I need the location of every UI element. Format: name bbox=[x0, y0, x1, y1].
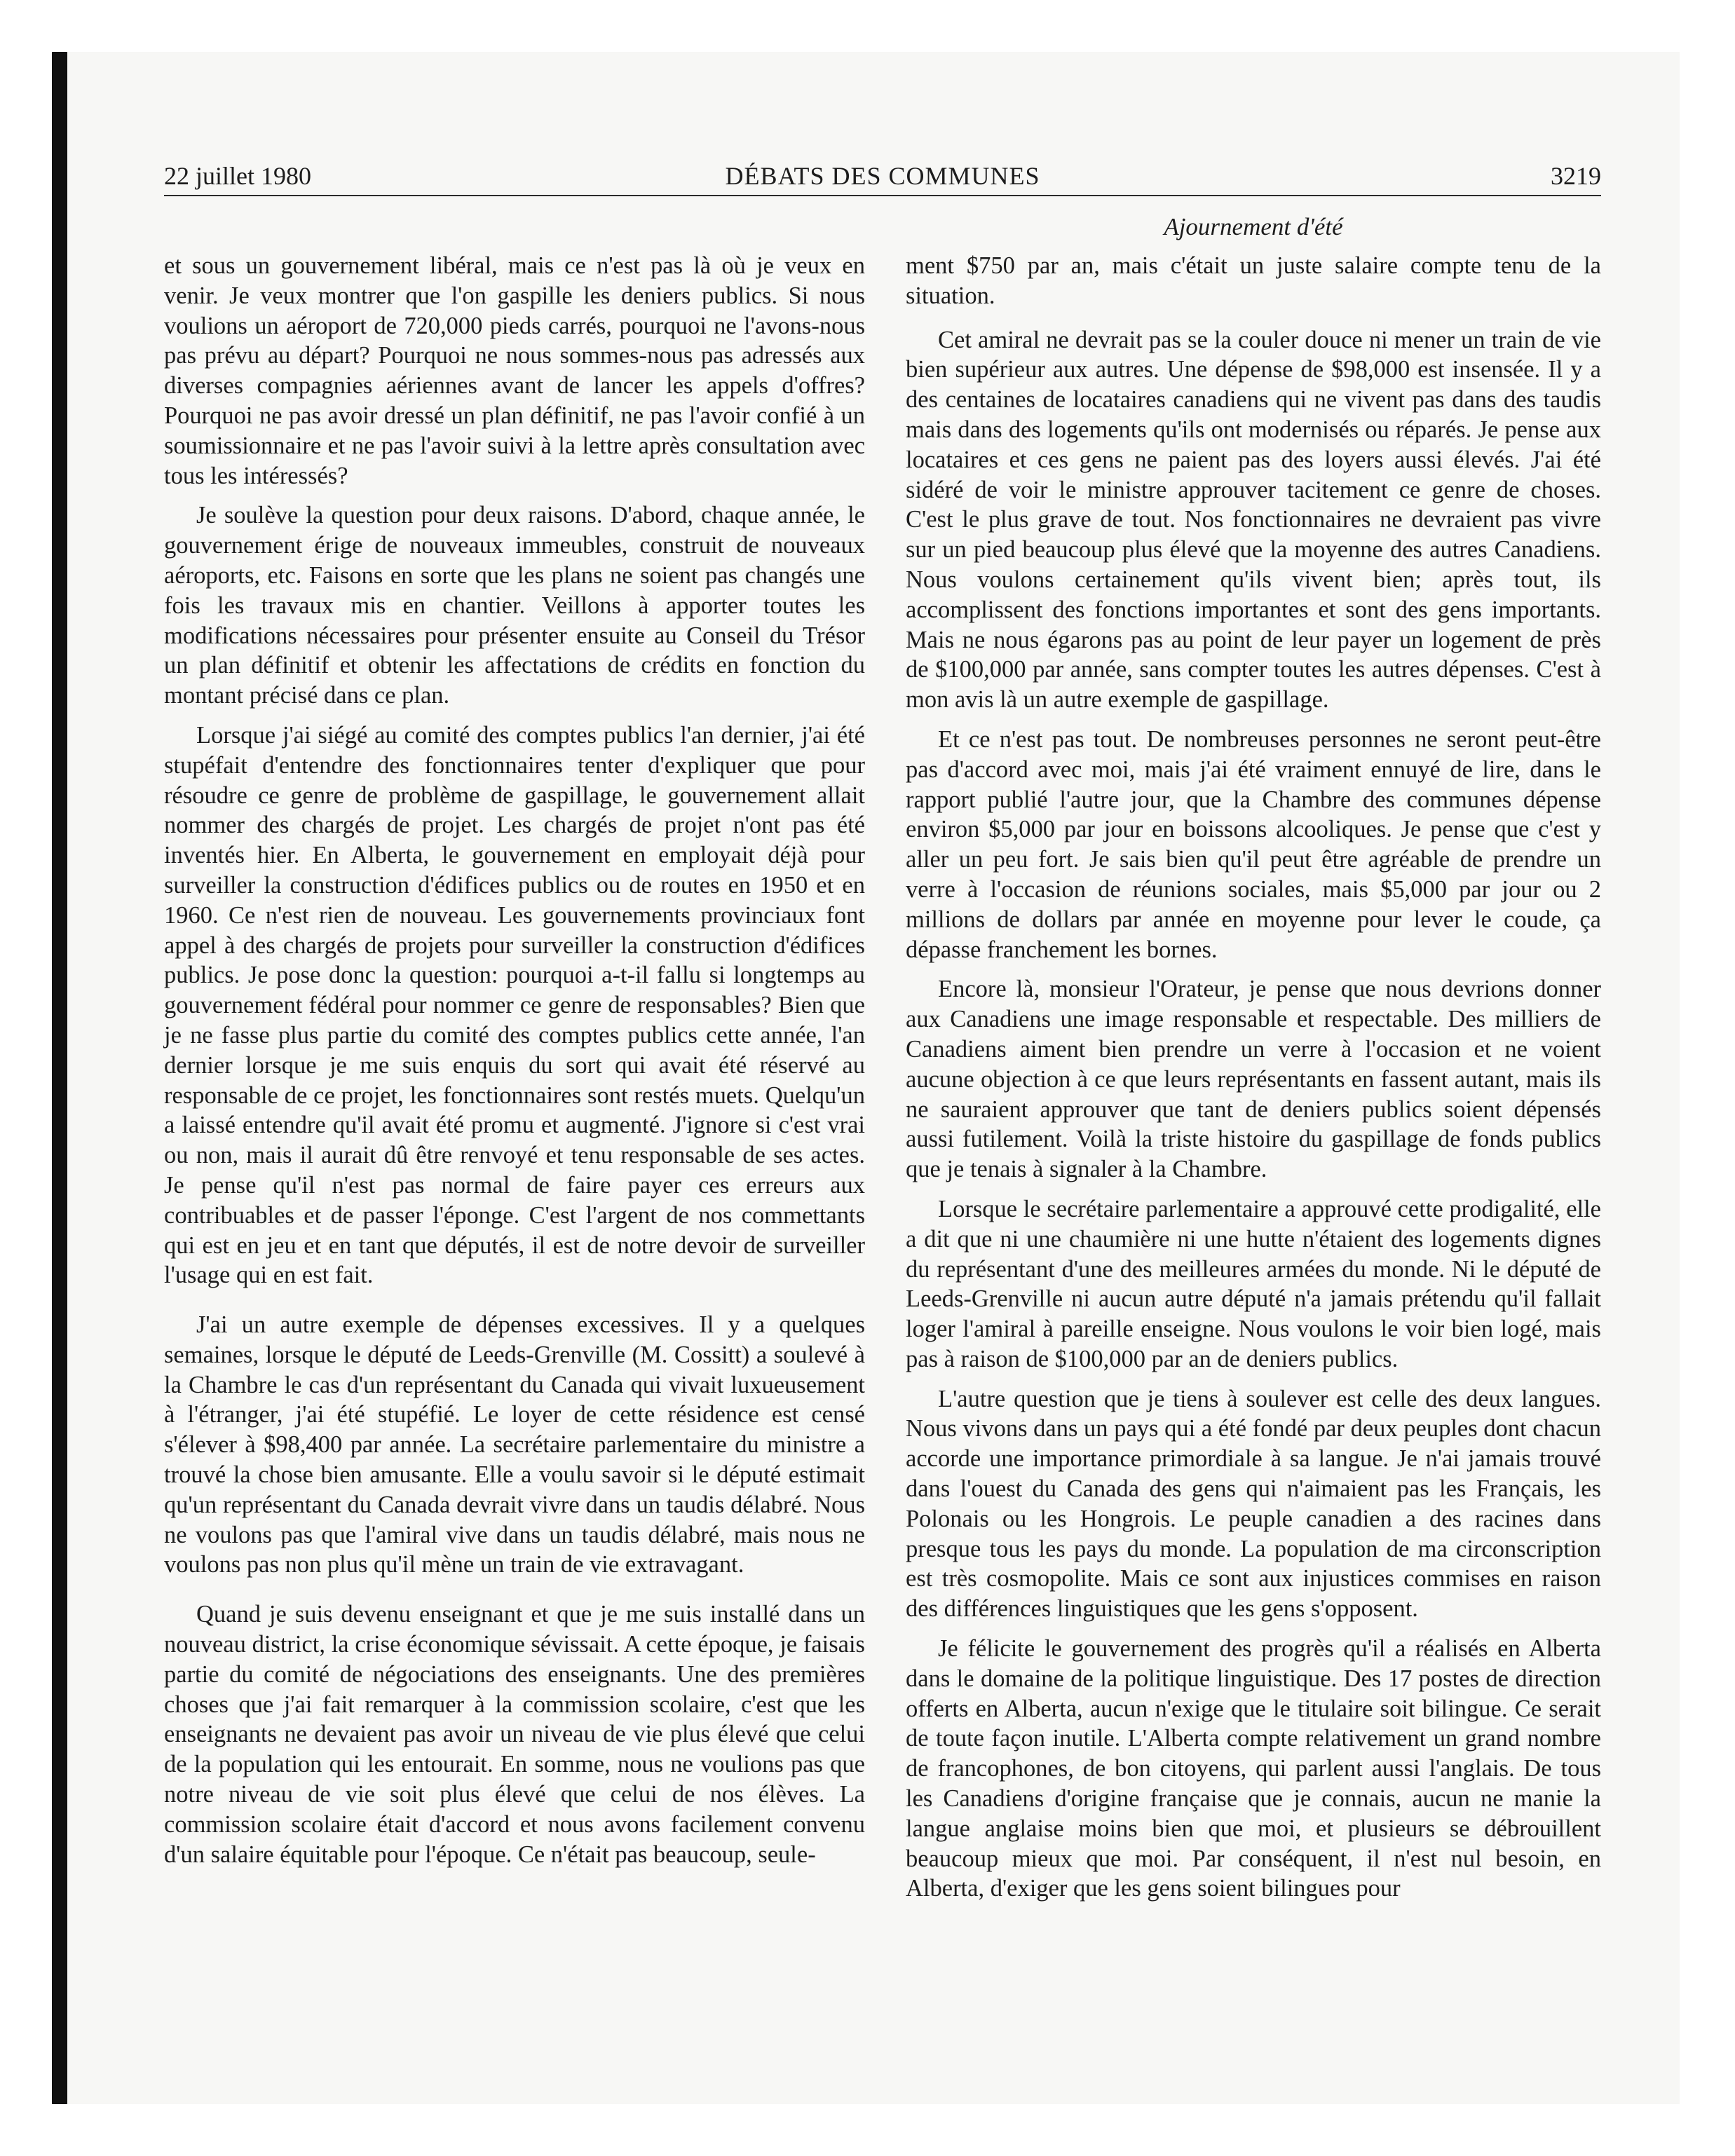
paragraph: Lorsque le secrétaire parlementaire a approuvé cette prodigalité, elle a dit que ni une chaumière ni une hutte n'étaient des logements dignes du représentant d'une des meilleures armées du monde. Ni le député de Leeds-Grenville ni aucun autre député n'a jamais prétendu qu'il fallait loger l'amiral à pareille enseigne. Nous voulons le voir bien logé, mais pas à raison de $100,000 par an de deniers publics. bbox=[906, 1195, 1601, 1372]
paragraph: Je félicite le gouvernement des progrès qu'il a réalisés en Alberta dans le domaine de la politique linguistique. Des 17 postes de direction offerts en Alberta, aucun n'exige que le titulaire soit bilingue. Ce serait de toute façon inutile. L'Alberta compte relativement un grand nombre de francophones, de bon citoyens, qui parlent aussi l'anglais. De tous les Canadiens d'origine française que je connais, aucun ne manie la langue anglaise moins bien que moi, et plusieurs se débrouillent beaucoup mieux que moi. Par conséquent, il n'est nul besoin, en Alberta, d'exiger que les gens soient bilingues pour bbox=[906, 1635, 1601, 1902]
paragraph: Cet amiral ne devrait pas se la couler douce ni mener un train de vie bien supérieur aux autres. Une dépense de $98,000 est insensée. Il y a des centaines de locataires canadiens qui ne vivent pas dans des taudis mais dans des logements qu'ils ont modernisés ou réparés. Je pense aux locataires et ces gens ne paient pas des loyers aussi élevés. J'ai été sidéré de voir le ministre approuver tacitement ce genre de choses. C'est le plus grave de tout. Nos fonctionnaires ne devraient pas vivre sur un pied beaucoup plus élevé que la moyenne des autres Canadiens. Nous voulons certainement qu'ils vivent bien; après tout, ils accomplissent des fonctions importantes et sont des gens importants. Mais ne nous égarons pas au point de leur payer un logement de près de $100,000 par année, sans compter toutes les autres dépenses. C'est à mon avis là un autre exemple de gaspillage. bbox=[906, 326, 1601, 714]
paragraph: Quand je suis devenu enseignant et que je me suis installé dans un nouveau district, la crise économique sévissait. A cette époque, je faisais partie du comité de négociations des enseignants. Une des premières choses que j'ai fait remarquer à la commission scolaire, c'est que les enseignants ne devaient pas avoir un niveau de vie plus élevé que celui de la population qui les entourait. En somme, nous ne voulions pas que notre niveau de vie soit plus élevé que celui de nos élèves. La commission scolaire était d'accord et nous avons facilement convenu d'un salaire équitable pour l'époque. Ce n'était pas beaucoup, seule- bbox=[164, 1601, 865, 1868]
left-column bbox=[164, 251, 865, 1879]
paragraph: Je soulève la question pour deux raisons. D'abord, chaque année, le gouvernement érige de nouveaux immeubles, construit de nouveaux aéroports, etc. Faisons en sorte que les plans ne soient pas changés une fois les travaux mis en chantier. Veillons à apporter toutes les modifications nécessaires pour présenter ensuite au Conseil du Trésor un plan définitif et obtenir les affectations de crédits en fonction du montant précisé dans ce plan. bbox=[164, 502, 865, 709]
paragraph: Lorsque j'ai siégé au comité des comptes publics l'an dernier, j'ai été stupéfait d'entendre des fonctionnaires tenter d'expliquer que pour résoudre ce genre de problème de gaspillage, le gouvernement allait nommer des chargés de projet. Les chargés de projet n'ont pas été inventés hier. En Alberta, le gouvernement en employait déjà pour surveiller la construction d'édifices publics ou de routes en 1950 et en 1960. Ce n'est rien de nouveau. Les gouvernements provinciaux font appel à des chargés de projets pour surveiller la construction d'édifices publics. Je pose donc la question: pourquoi a-t-il fallu si longtemps au gouvernement fédéral pour nommer ce genre de responsables? Bien que je ne fasse plus partie du comité des comptes publics cette année, l'an dernier lorsque je me suis enquis du sort qui avait été réservé au responsable de ce projet, les fonctionnaires sont restés muets. Quelqu'un a laissé entendre qu'il avait été promu et augmenté. J'ignore si c'est vrai ou non, mais il aurait dû être renvoyé et tenu responsable de ses actes. Je pense qu'il n'est pas normal de faire payer ces erreurs aux contribuables et de passer l'éponge. C'est l'argent de nos commettants qui est en jeu et en tant que députés, il est de notre devoir de surveiller l'usage qui en est fait. bbox=[164, 721, 865, 1289]
header-page-number: 3219 bbox=[1551, 162, 1601, 190]
scan-edge-bar bbox=[52, 52, 67, 2104]
paragraph: et sous un gouvernement libéral, mais ce n'est pas là où je veux en venir. Je veux montrer que l'on gaspille les deniers publics. Si nous voulions un aéroport de 720,000 pieds carrés, pourquoi ne l'avons-nous pas prévu au départ? Pourquoi ne nous sommes-nous pas adressés aux diverses compagnies aériennes avant de lancer les appels d'offres? Pourquoi ne pas avoir dressé un plan définitif, ne pas l'avoir confié à un soumissionnaire et ne pas l'avoir suivi à la lettre après consultation avec tous les intéressés? bbox=[164, 252, 865, 489]
header-date: 22 juillet 1980 bbox=[164, 162, 311, 190]
right-column bbox=[906, 251, 1601, 1913]
paragraph: Encore là, monsieur l'Orateur, je pense que nous devrions donner aux Canadiens une image responsable et respectable. Des milliers de Canadiens aiment bien prendre un verre à l'occasion et ne voient aucune objection à ce que leurs représentants en fassent autant, mais ils ne sauraient approuver que tant de deniers publics soient dépensés aussi futilement. Voilà la triste histoire du gaspillage de fonds publics que je tenais à signaler à la Chambre. bbox=[906, 976, 1601, 1183]
running-title: Ajournement d'été bbox=[1164, 213, 1343, 240]
header-journal-title: DÉBATS DES COMMUNES bbox=[725, 162, 1040, 190]
paragraph: Et ce n'est pas tout. De nombreuses personnes ne seront peut-être pas d'accord avec moi, mais j'ai été vraiment ennuyé de lire, dans le rapport publié l'autre jour, que la Chambre des communes dépense environ $5,000 par jour en boissons alcooliques. Je pense que c'est y aller un peu fort. Je sais bien qu'il peut être agréable de prendre un verre à l'occasion de réunions sociales, mais $5,000 par jour ou 2 millions de dollars par année en moyenne pour lever le coude, ça dépasse franchement les bornes. bbox=[906, 725, 1601, 963]
paragraph: J'ai un autre exemple de dépenses excessives. Il y a quelques semaines, lorsque le député de Leeds-Grenville (M. Cossitt) a soulevé à la Chambre le cas d'un représentant du Canada qui vivait luxueusement à l'étranger, j'ai été stupéfié. Le loyer de cette résidence est censé s'élever à $98,400 par année. La secrétaire parlementaire du ministre a trouvé la chose bien amusante. Elle a voulu savoir si le député estimait qu'un représentant du Canada devrait vivre dans un taudis délabré. Nous ne voulons pas que l'amiral vive dans un taudis délabré, mais nous ne voulons pas non plus qu'il mène un train de vie extravagant. bbox=[164, 1311, 865, 1578]
page-header bbox=[164, 160, 1601, 192]
header-rule bbox=[164, 195, 1601, 196]
paragraph: L'autre question que je tiens à soulever est celle des deux langues. Nous vivons dans un pays qui a été fondé par deux peuples dont chacun accorde une importance primordiale à sa langue. Je n'ai jamais trouvé dans l'ouest du Canada des gens qui n'aimaient pas les Français, les Polonais ou les Hongrois. Le peuple canadien a des racines dans presque tous les pays du monde. La population de ma circonscription est très cosmopolite. Mais ce sont aux injustices commises en raison des différences linguistiques que les gens s'opposent. bbox=[906, 1385, 1601, 1623]
paragraph: ment $750 par an, mais c'était un juste salaire compte tenu de la situation. bbox=[906, 252, 1601, 309]
